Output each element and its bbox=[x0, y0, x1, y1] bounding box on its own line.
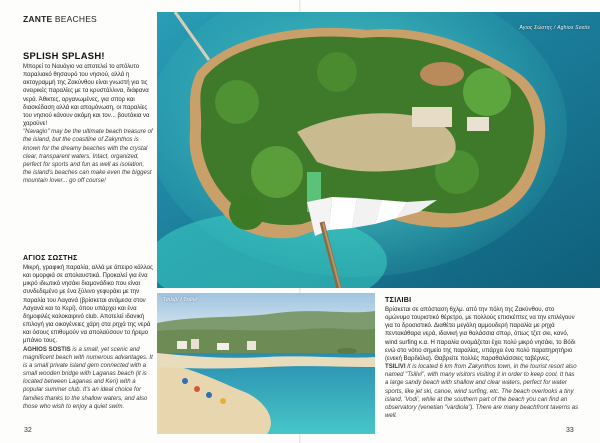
tsilivi-english bbox=[385, 363, 579, 420]
splish-splash-english: "Navagio" may be the ultimate beach treasure of the island, but the coastline of Zakynthos is known for the dreamy beaches with the crystal clear, transparent waters. Intact, organized, perfect for sports and fun as well as isolation, the island's beaches can make even the biggest mountain lover... go off course! bbox=[23, 129, 153, 185]
tsilivi-block bbox=[385, 296, 579, 420]
agios-sostis-en-body: is a small, yet scenic and magnificent beach with numerous advantages. It is a small private island gem connected with a small wooden bridge with Laganas beach (it is located between Laganas and Keri) with a popular summer club. It's an ideal choice for families thanks to the shallow waters, and also those who wish to enjoy a quiet swim. bbox=[23, 346, 153, 410]
page-number-left: 32 bbox=[24, 427, 32, 434]
splish-splash-greek: Μπορεί το Ναυάγιο να αποτελεί το απόλυτο παραλιακό θησαυρό του νησιού, αλλά η ακτογραμμή της Ζακύνθου είναι γνωστή για τις ονειρικές παραλίες με τα κρυστάλλινα, διάφανα νερά. Άθικτες, οργανωμένες, για σπορ και διασκέδαση αλλά και απομόνωση, οι παραλίες του νησιού κάνουν ακόμη και τον... βουτάκια να χαρούνε! bbox=[23, 64, 150, 128]
tsilivi-greek: Βρίσκεται σε απόσταση 6χλμ. από την πόλη της Ζακύνθου, στο ομώνυμο τουριστικό θέρετρο, με πολλούς επισκέπτες να την επιλέγουν για το δροσιστικό. Διαθέτει μεγάλη αμμουδερή παραλία με ρηχά πεντακάθαρα νερά, ιδανική για θαλάσσια σπορ, όπως τζετ σκι, κανό, wind surfing κ.α. Η παραλία ονομάζεται έχει πολύ μικρό νησάκι, το Βόδι ενώ στο νότιο σημείο της παραλίας, υπάρχει ένα πολύ παρατηρητήριο (ενεκή Βαρδιόλα). Θαβρείτε πολλές παραθαλάσσιες ταβέρνες. bbox=[385, 307, 576, 362]
tsilivi-en-body: It is located 6 km from Zakynthos town, in the tourist resort also named "Tsilivi", with many visitors visiting it in order to keep cool. It has a large sandy beach with shallow and clear waters, perfect for water sports, like jet ski, canoe, wind surfing, etc. The beach overlooks a tiny island, 'Vodi', while at the southern part of the beach you can find an observatory (venetian "vardiola"). There are many beachfront taverns as well. bbox=[385, 364, 579, 420]
splish-splash-block bbox=[23, 50, 153, 185]
agios-sostis-title: ΑΓΙΟΣ ΣΩΣΤΗΣ bbox=[23, 254, 78, 262]
tsilivi-title: ΤΣΙΛΙΒΙ bbox=[385, 296, 412, 304]
agios-sostis-en-lead: AGHIOS SOSTIS bbox=[23, 346, 71, 353]
agios-sostis-english bbox=[23, 346, 153, 411]
main-photo-credit: Άγιος Σώστης / Aghios Sostis bbox=[519, 25, 590, 31]
running-head-town: ZANTE bbox=[23, 14, 53, 24]
tsilivi-photo bbox=[157, 293, 375, 434]
aerial-islet-illustration bbox=[157, 12, 600, 288]
agios-sostis-greek: Μικρή, γραφική παραλία, αλλά με άπειρο κάλλος και ομορφιά σε απολαυστικά. Προκαλεί για ένα μικρό ιδιωτικό νησάκι διαμονάδικο που είναι συνδεδεμένο με ένα ξύλινο γεφυράκι με την παραλία του Λαγανά (βρίσκεται ανάμεσα στον Λαγανά και το Κερί), όπου υπάρχει και ένα δημοφιλές καλοκαιρινό club. Αποτελεί ιδανική επιλογή για οικογένειες χάρη στα ρηχά της νερά και όσους επιθυμούν να απολαύσουν το ήρεμο μπάνιο τους. bbox=[23, 265, 153, 345]
running-head bbox=[23, 14, 97, 24]
tsilivi-beach-illustration bbox=[157, 293, 375, 434]
splish-splash-title: SPLISH SPLASH! bbox=[23, 50, 105, 61]
agios-sostis-block bbox=[23, 254, 153, 411]
tsilivi-en-lead: TSILIVI bbox=[385, 364, 406, 371]
agios-sostis-photo bbox=[157, 12, 600, 288]
running-head-section: BEACHES bbox=[54, 14, 97, 24]
page-number-right: 33 bbox=[566, 427, 574, 434]
small-photo-credit: Τσιλιβί / Tsilivi bbox=[163, 297, 197, 303]
